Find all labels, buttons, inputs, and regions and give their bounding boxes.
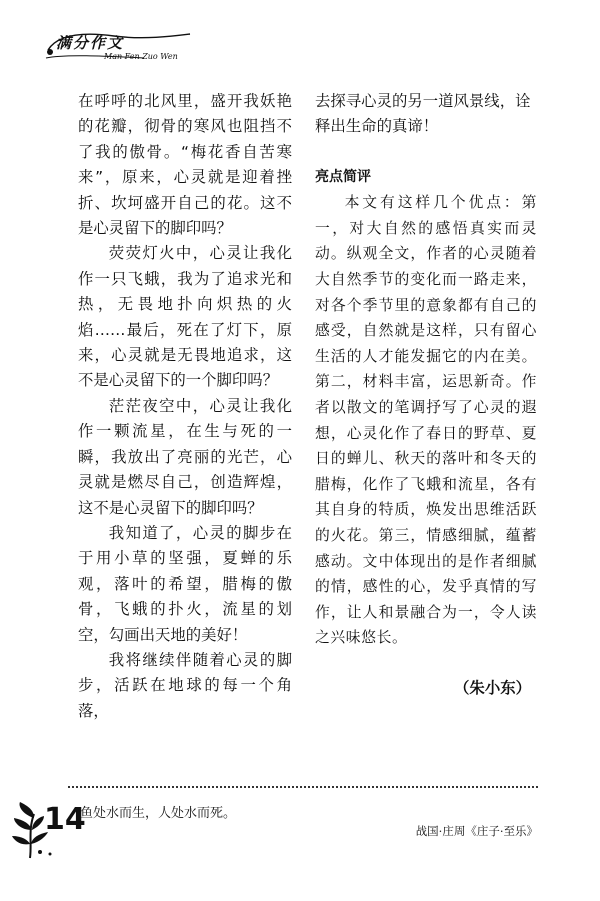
right-continuation: 去探寻心灵的另一道风景线，诠释出生命的真谛！ [315,92,531,136]
header-logo [44,28,194,68]
page-badge [10,800,86,860]
review-body: 本文有这样几个优点：第一，对大自然的感悟真实而灵动。纵观全文，作者的心灵随着大自然季节的变化而一路走来，对各个季节里的意象都有自己的感受，自然就是这样，只有留心生活的人才能发掘它的内在美。第二，材料丰富，运思新奇。作者以散文的笔调抒写了心灵的遐想，心灵化作了春日的野草、夏日的蝉儿、秋天的落叶和冬天的腊梅，化作了飞蛾和流星，各有其自身的特质，焕发出思维活跃的火花。第三，情感细腻，蕴蓄感动。文中体现出的是作者细腻的情，感性的心，发乎真情的写作，让人和景融合为一，令人读之兴味悠长。 [315,194,537,647]
left-paragraph-5: 我将继续伴随着心灵的脚步，活跃在地球的每一个角落， [78,650,292,720]
left-column [78,89,292,724]
header-title: 满分作文 [56,34,125,52]
footer-quote: 鱼处水而生，人处水而死。 [80,806,237,821]
footer-divider [68,786,538,788]
right-column [315,89,537,701]
footer-source: 战国·庄周《庄子·至乐》 [415,824,538,838]
left-paragraph-2: 荧荧灯火中，心灵让我化作一只飞蛾，我为了追求光和热，无畏地扑向炽热的火焰……最后，死在了灯下，原来，心灵就是无畏地追求，这不是心灵留下的一个脚印吗？ [78,244,292,390]
review-title: 亮点简评 [315,168,371,185]
left-paragraph-3: 茫茫夜空中，心灵让我化作一颗流星，在生与死的一瞬，我放出了亮丽的光芒，心灵就是燃尽自己，创造辉煌，这不是心灵留下的脚印吗？ [78,396,292,517]
page-number: 14 [44,802,86,837]
header-subtitle: Man Fen Zuo Wen [104,52,178,61]
left-paragraph-1: 在呼呼的北风里，盛开我妖艳的花瓣，彻骨的寒风也阻挡不了我的傲骨。“梅花香自苦寒来”，原来，心灵就是迎着挫折、坎坷盛开自己的花。这不是心灵留下的脚印吗？ [78,92,292,238]
left-paragraph-4: 我知道了，心灵的脚步在于用小草的坚强，夏蝉的乐观，落叶的希望，腊梅的傲骨，飞蛾的扑火，流星的划空，勾画出天地的美好！ [78,523,292,644]
review-author: （朱小东） [454,678,531,697]
